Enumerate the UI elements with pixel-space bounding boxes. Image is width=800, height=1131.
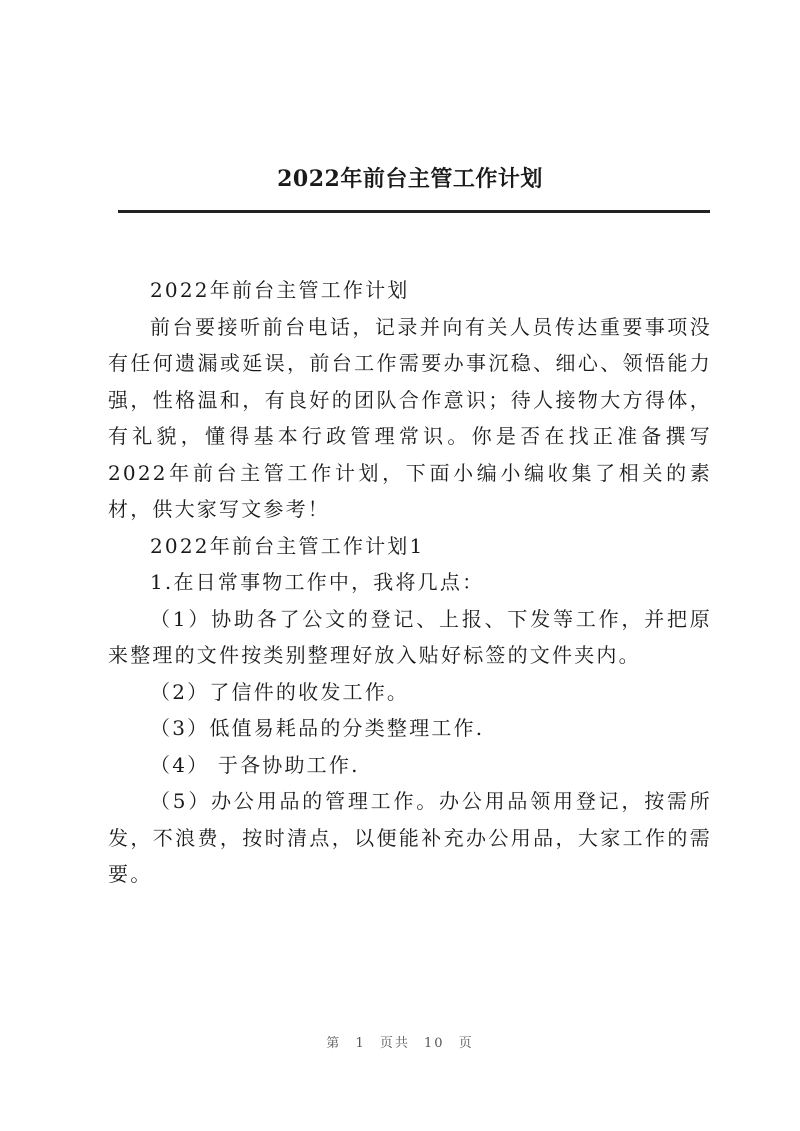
paragraph-intro: 前台要接听前台电话，记录并向有关人员传达重要事项没有任何遗漏或延误，前台工作需要办事沉稳、细心、领悟能力强，性格温和，有良好的团队合作意识；待人接物大方得体，有礼貌，懂得基本行政管理常识。你是否在找正准备撰写2022年前台主管工作计划，下面小编小编收集了相关的素材，供大家写文参考！ [108, 314, 712, 521]
paragraph-section-heading: 2022年前台主管工作计划1 [150, 533, 425, 558]
paragraph-subitem-1: （1）协助各了公文的登记、上报、下发等工作，并把原来整理的文件按类别整理好放入贴好标签的文件夹内。 [108, 606, 712, 667]
paragraph-subitem-4: （4） 于各协助工作. [150, 752, 360, 777]
paragraph-subitem-5: （5）办公用品的管理工作。办公用品领用登记，按需所发，不浪费，按时清点，以便能补充办公用品，大家工作的需要。 [108, 789, 712, 886]
paragraph-item-1: 1.在日常事物工作中，我将几点： [150, 570, 485, 594]
document-body [108, 272, 712, 893]
footer-total-pages: 10 [424, 1036, 445, 1051]
footer-label-of: 页共 [379, 1036, 410, 1051]
title-divider [118, 210, 710, 213]
paragraph-subtitle: 2022年前台主管工作计划 [150, 278, 410, 302]
page-footer [0, 1032, 800, 1051]
footer-label-pages: 页 [458, 1036, 474, 1051]
paragraph-subitem-2: （2）了信件的收发工作。 [150, 679, 410, 704]
footer-current-page: 1 [355, 1036, 366, 1051]
footer-label-page: 第 [326, 1036, 342, 1051]
paragraph-subitem-3: （3）低值易耗品的分类整理工作. [150, 716, 485, 740]
document-title: 2022年前台主管工作计划 [277, 166, 543, 192]
